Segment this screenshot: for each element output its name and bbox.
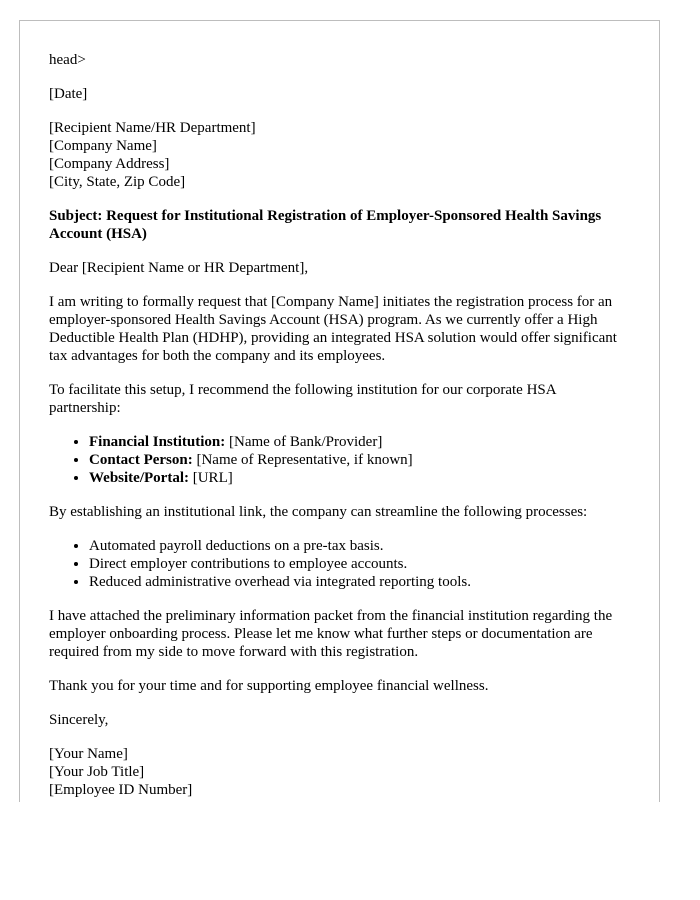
list-item-value: [Name of Representative, if known] <box>192 452 413 468</box>
recipient-address <box>49 119 630 191</box>
salutation: Dear [Recipient Name or HR Department], <box>49 260 309 276</box>
list-item-label: Website/Portal: <box>89 470 189 486</box>
stray-tag-text: head> <box>49 52 86 68</box>
closing: Sincerely, <box>49 712 109 728</box>
list-item-label: Financial Institution: <box>89 434 226 450</box>
recipient-line-1: [Recipient Name/HR Department] <box>49 120 256 136</box>
letter-date: [Date] <box>49 86 88 102</box>
list-item <box>89 469 630 487</box>
paragraph-attachment: I have attached the preliminary information packet from the financial institution regarding the employer onboarding process. Please let me know what further steps or documentation are required from my side to move forward with this registration. <box>49 608 613 660</box>
signature-employee-id: [Employee ID Number] <box>49 782 193 798</box>
recipient-line-4: [City, State, Zip Code] <box>49 174 186 190</box>
list-item <box>89 451 630 469</box>
list-item-value: [URL] <box>188 470 233 486</box>
paragraph-thanks: Thank you for your time and for supporting employee financial wellness. <box>49 678 489 694</box>
signature-block <box>49 745 630 799</box>
recipient-line-3: [Company Address] <box>49 156 170 172</box>
letter-page <box>19 20 660 802</box>
list-item: • Direct employer contributions to employee accounts. <box>89 555 630 573</box>
paragraph-processes: By establishing an institutional link, the company can streamline the following processes: <box>49 504 588 520</box>
process-list <box>49 537 630 591</box>
list-item: • Reduced administrative overhead via integrated reporting tools. <box>89 573 630 591</box>
paragraph-intro: I am writing to formally request that [Company Name] initiates the registration process for an employer-sponsored Health Savings Account (HSA) program. As we currently offer a High Deductible Health Plan (HDHP), providing an integrated HSA solution would offer significant tax advantages for both the company and its employees. <box>49 294 617 364</box>
paragraph-recommend: To facilitate this setup, I recommend the following institution for our corporate HSA partnership: <box>49 382 556 416</box>
institution-list <box>49 433 630 487</box>
list-item-label: Contact Person: <box>89 452 193 468</box>
recipient-line-2: [Company Name] <box>49 138 157 154</box>
signature-title: [Your Job Title] <box>49 764 145 780</box>
list-item-value: [Name of Bank/Provider] <box>225 434 383 450</box>
signature-name: [Your Name] <box>49 746 128 762</box>
subject-line: Subject: Request for Institutional Registration of Employer-Sponsored Health Savings Account (HSA) <box>49 208 602 242</box>
list-item: • Automated payroll deductions on a pre-tax basis. <box>89 537 630 555</box>
list-item <box>89 433 630 451</box>
